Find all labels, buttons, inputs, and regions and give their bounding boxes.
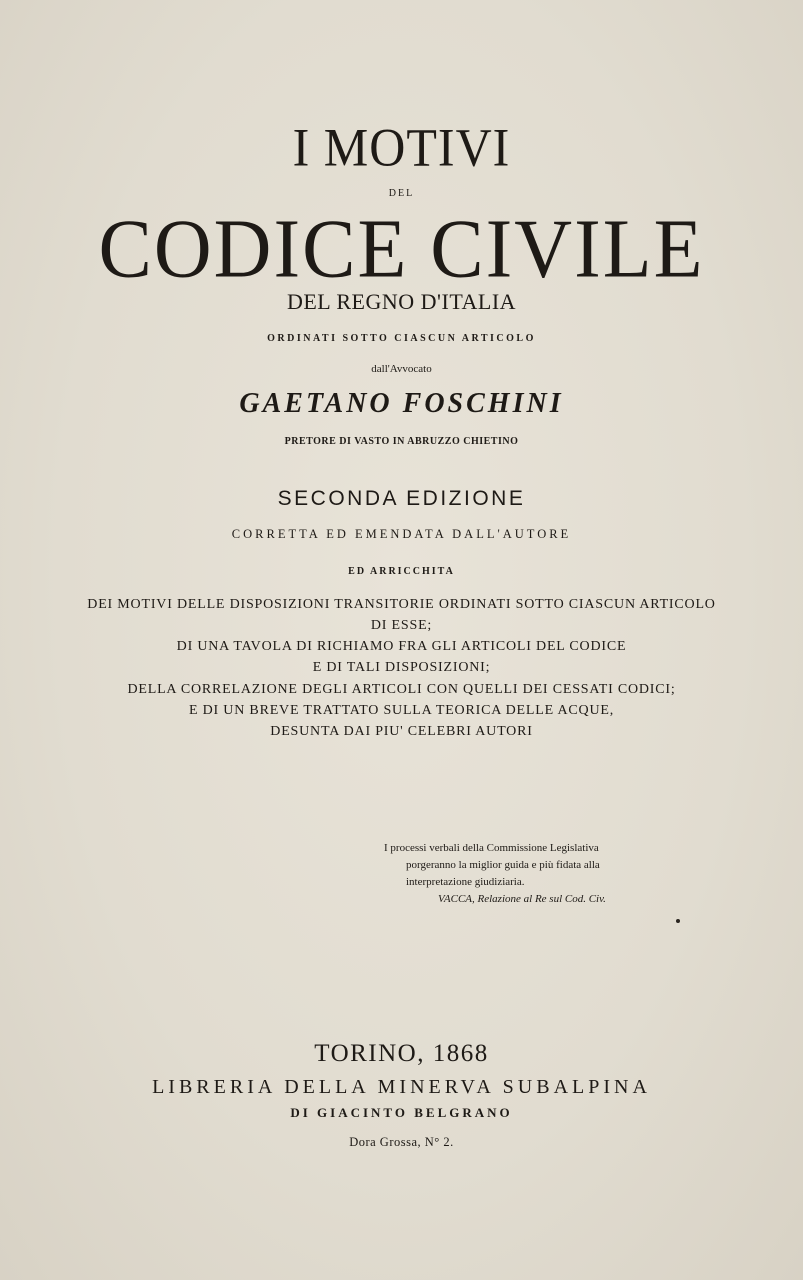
title-codice-civile: CODICE CIVILE: [98, 202, 705, 296]
subtitle-ordinati: ORDINATI SOTTO CIASCUN ARTICOLO: [267, 333, 536, 344]
edition-line: E DI TALI DISPOSIZIONI;: [312, 660, 491, 675]
epigraph-attribution: VACCA, Relazione al Re sul Cod. Civ.: [438, 893, 606, 905]
author-title: PRETORE DI VASTO IN ABRUZZO CHIETINO: [284, 436, 519, 447]
imprint-address: Dora Grossa, N° 2.: [349, 1135, 454, 1149]
imprint-owner: DI GIACINTO BELGRANO: [290, 1105, 513, 1120]
subtitle-regno: DEL REGNO D'ITALIA: [286, 289, 517, 314]
edition-arricchita: ED ARRICCHITA: [348, 566, 455, 577]
epigraph-line: I processi verbali della Commissione Legislativa: [384, 842, 599, 854]
edition-line: DESUNTA DAI PIU' CELEBRI AUTORI: [270, 724, 533, 739]
edition-line: E DI UN BREVE TRATTATO SULLA TEORICA DELLE ACQUE,: [188, 703, 615, 718]
title-del: DEL: [388, 188, 415, 199]
edition-line: DEI MOTIVI DELLE DISPOSIZIONI TRANSITORIE ORDINATI SOTTO CIASCUN ARTICOLO: [87, 597, 716, 612]
edition-corretta: CORRETTA ED EMENDATA DALL'AUTORE: [231, 527, 572, 541]
epigraph: [384, 840, 606, 908]
edition-heading: SECONDA EDIZIONE: [277, 487, 526, 510]
epigraph-line: interpretazione giudiziaria.: [406, 876, 525, 888]
epigraph-line: porgeranno la miglior guida e più fidata alla: [406, 859, 600, 871]
edition-line: DI ESSE;: [370, 618, 433, 633]
edition-line: DELLA CORRELAZIONE DEGLI ARTICOLI CON QUELLI DEI CESSATI CODICI;: [127, 682, 676, 697]
author-name: GAETANO FOSCHINI: [239, 388, 564, 419]
imprint-publisher: LIBRERIA DELLA MINERVA SUBALPINA: [152, 1076, 651, 1098]
imprint-place-year: TORINO, 1868: [314, 1040, 489, 1067]
edition-line: DI UNA TAVOLA DI RICHIAMO FRA GLI ARTICOLI DEL CODICE: [176, 639, 627, 654]
author-prefix: dall'Avvocato: [371, 363, 432, 375]
title-line-motivi: I MOTIVI: [292, 116, 511, 178]
ink-speck: [676, 919, 680, 923]
